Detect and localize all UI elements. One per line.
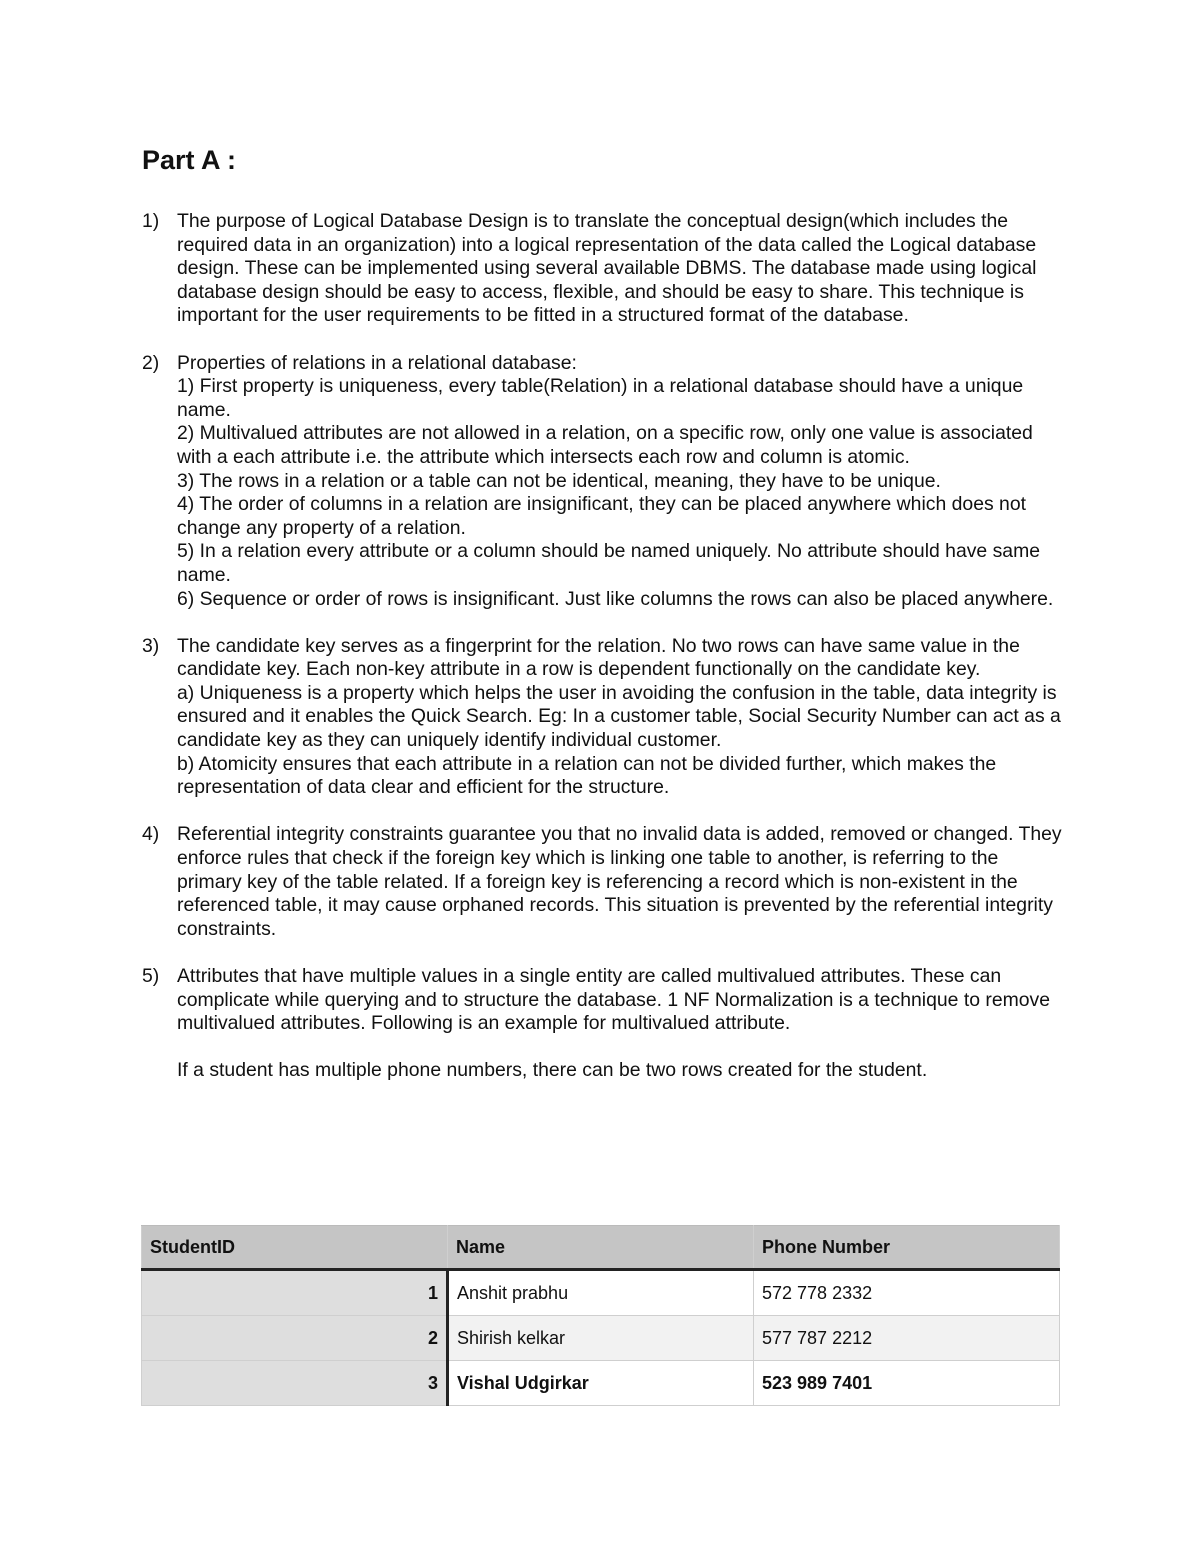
table-header-row <box>142 1226 1060 1270</box>
list-item <box>142 823 1062 941</box>
list-item <box>142 635 1062 800</box>
student-id-cell: 2 <box>142 1316 448 1361</box>
phone-number-cell: 572 778 2332 <box>754 1270 1060 1316</box>
student-name-cell: Vishal Udgirkar <box>448 1361 754 1406</box>
students-table <box>141 1225 1060 1406</box>
list-item <box>142 210 1062 328</box>
item-paragraph: Referential integrity constraints guarantee you that no invalid data is added, removed or changed. They enforce rules that check if the foreign key which is linking one table to another, is referring to the primary key of the table related. If a foreign key is referencing a record which is non-existent in the referenced table, it may cause orphaned records. This situation is prevented by the referential integrity constraints. <box>177 823 1062 940</box>
item-paragraph: b) Atomicity ensures that each attribute in a relation can not be divided further, which makes the representation of data clear and efficient for the structure. <box>177 752 997 799</box>
item-paragraph: 5) In a relation every attribute or a column should be named uniquely. No attribute should have same name. <box>177 540 1041 586</box>
table-row <box>142 1316 1060 1361</box>
numbered-list <box>142 210 1062 1107</box>
item-paragraph: 2) Multivalued attributes are not allowed in a relation, on a specific row, only one value is associated with a each attribute i.e. the attribute which intersects each row and column is atomic. <box>177 422 1033 468</box>
phone-number-cell: 577 787 2212 <box>754 1316 1060 1361</box>
item-number: 3) <box>142 634 160 657</box>
list-item <box>142 352 1062 612</box>
column-header-name: Name <box>448 1226 754 1270</box>
item-paragraph: The candidate key serves as a fingerprint for the relation. No two rows can have same value in the candidate key. Each non-key attribute in a row is dependent functionally on the candidate key. <box>177 634 1020 681</box>
item-paragraph: 4) The order of columns in a relation are insignificant, they can be placed anywhere which does not change any property of a relation. <box>177 493 1027 539</box>
item-paragraph: If a student has multiple phone numbers, there can be two rows created for the student. <box>177 1059 928 1082</box>
student-name-cell: Anshit prabhu <box>448 1270 754 1316</box>
column-header-phone-number: Phone Number <box>754 1226 1060 1270</box>
item-number: 5) <box>142 965 160 987</box>
phone-number-cell: 523 989 7401 <box>754 1361 1060 1406</box>
item-paragraph: 1) First property is uniqueness, every table(Relation) in a relational database should have a unique name. <box>177 375 1024 421</box>
list-item <box>142 965 1062 1083</box>
item-number: 1) <box>142 210 160 232</box>
item-paragraph: Properties of relations in a relational database: <box>177 351 577 374</box>
table-row <box>142 1361 1060 1406</box>
item-paragraph: 3) The rows in a relation or a table can not be identical, meaning, they have to be unique. <box>177 469 941 492</box>
student-id-cell: 3 <box>142 1361 448 1406</box>
table-row <box>142 1270 1060 1316</box>
item-paragraph: Attributes that have multiple values in a single entity are called multivalued attributes. These can complicate while querying and to structure the database. 1 NF Normalization is a technique to remove multivalued attributes. Following is an example for multivalued attribute. <box>177 965 1051 1035</box>
item-number: 2) <box>142 351 160 374</box>
page-title: Part A : <box>142 145 237 175</box>
item-paragraph: a) Uniqueness is a property which helps the user in avoiding the confusion in the table, data integrity is ensured and it enables the Quick Search. Eg: In a customer table, Social Security Number can act as a candidate key as they can uniquely identify individual customer. <box>177 681 1061 752</box>
item-paragraph: The purpose of Logical Database Design is to translate the conceptual design(which includes the required data in an organization) into a logical representation of the data called the Logical database design. These can be implemented using several available DBMS. The database made using logical database design should be easy to access, flexible, and should be easy to share. This technique is important for the user requirements to be fitted in a structured format of the database. <box>177 210 1037 327</box>
student-id-cell: 1 <box>142 1270 448 1316</box>
student-name-cell: Shirish kelkar <box>448 1316 754 1361</box>
item-number: 4) <box>142 823 160 846</box>
item-paragraph: 6) Sequence or order of rows is insignificant. Just like columns the rows can also be placed anywhere. <box>177 587 1054 610</box>
column-header-student-id: StudentID <box>142 1226 448 1270</box>
